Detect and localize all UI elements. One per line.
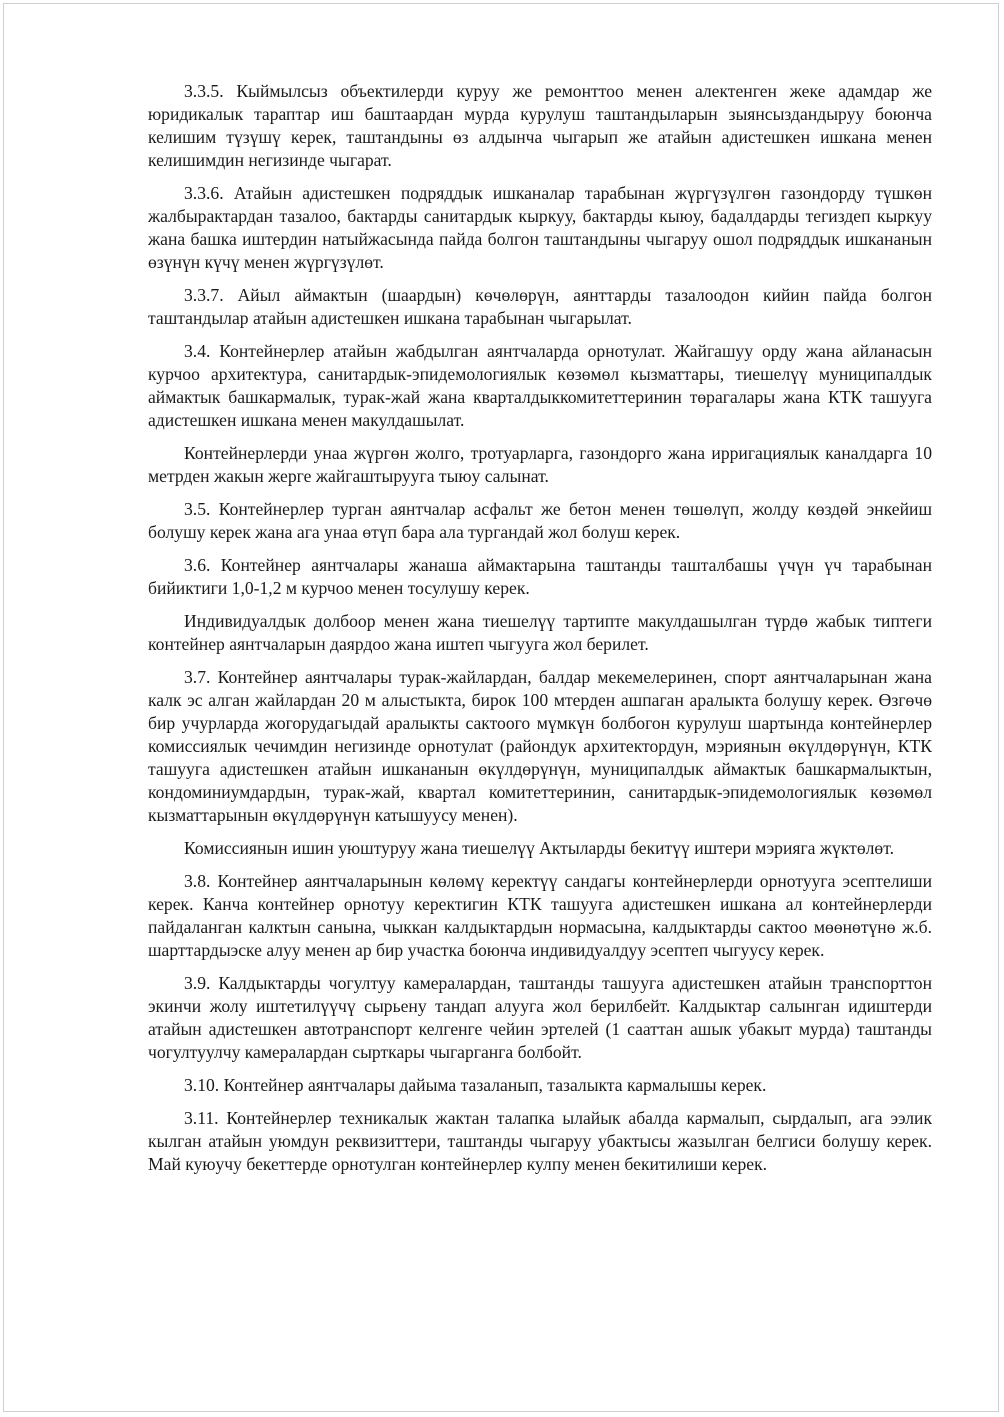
paragraph-3-10: 3.10. Контейнер аянтчалары дайыма тазаланып, тазалыкта кармалышы керек.: [184, 1075, 767, 1095]
paragraph-3-6: 3.6. Контейнер аянтчалары жанаша аймактарына таштанды ташталбашы үчүн үч тарабынан бийиктиги 1,0-1,2 м курчоо менен тосулушу керек.: [148, 555, 932, 598]
paragraph-3-3-5: 3.3.5. Кыймылсыз объектилерди куруу же ремонттоо менен алектенген жеке адамдар же юридикалык тараптар иш баштаардан мурда курулуш таштандыларын зыянсыздандыруу боюнча келишим түзүшү керек, таштандыны өз алдынча чыгарып же атайын адистешкен ишкана менен келишимдин негизинде чыгарат.: [148, 81, 932, 170]
paragraph-3-9: 3.9. Калдыктарды чогултуу камералардан, таштанды ташууга адистешкен атайын транспорттон экинчи жолу иштетилүүчү сырьену тандап алууга жол берилбейт. Калдыктар салынган идиштерди атайын адистешкен автотранспорт келгенге чейин эртелей (1 сааттан ашык убакыт мурда) таштанды чогултуулчу камералардан сырткары чыгарганга болбойт.: [148, 973, 932, 1062]
paragraph-3-3-7: 3.3.7. Айыл аймактын (шаардын) көчөлөрүн, аянттарды тазалоодон кийин пайда болгон таштандылар атайын адистешкен ишкана тарабынан чыгарылат.: [148, 285, 932, 328]
paragraph-3-8: 3.8. Контейнер аянтчаларынын көлөмү керектүү сандагы контейнерлерди орнотууга эсептелиши керек. Канча контейнер орнотуу керектигин КТК ташууга адистешкен ишкана ал контейнерлерди пайдаланган калктын санына, чыккан калдыктардын нормасына, калдыктарды сактоо мөөнөтүнө ж.б. шарттардыэске алуу менен ар бир участка боюнча индивидуалдуу эсептеп чыгуусу керек.: [148, 871, 932, 960]
paragraph-3-3-6: 3.3.6. Атайын адистешкен подряддык ишканалар тарабынан жүргүзүлгөн газондорду түшкөн жалбырактардан тазалоо, бактарды санитардык кыркуу, бактарды кыюу, бадалдарды тегиздеп кыркуу жана башка иштердин натыйжасында пайда болгон таштандыны чыгаруу ошол подряддык ишкананын өзүнүн күчү менен жүргүзүлөт.: [148, 183, 932, 272]
paragraph-3-7-commission: Комиссиянын ишин уюштуруу жана тиешелүү Актыларды бекитүү иштери мэрияга жүктөлөт.: [184, 838, 894, 858]
paragraph-3-4-prohibition: Контейнерлерди унаа жүргөн жолго, тротуарларга, газондорго жана ирригациялык каналдарга 10 метрден жакын жерге жайгаштырууга тыюу салынат.: [148, 443, 932, 486]
paragraph-3-7: 3.7. Контейнер аянтчалары турак-жайлардан, балдар мекемелеринен, спорт аянтчаларынан жана калк эс алган жайлардан 20 м алыстыкта, бирок 100 мтерден ашпаган аралыкта болушу керек. Өзгөчө бир учурларда жогорудагыдай аралыкты сактоого мүмкүн болбогон курулуш шартында контейнерлер комиссиялык чечимдин негизинде орнотулат (райондук архитектордун, мэриянын өкүлдөрүнүн, КТК ташууга адистешкен атайын ишкананын өкүлдөрүнүн, муниципалдык аймактык башкармалыктын, кондоминиумдардын, турак-жай, квартал комитеттеринин, санитардык-эпидемологиялык көзөмөл кызматтарынын өкүлдөрүнүн катышуусу менен).: [148, 667, 932, 825]
paragraph-3-4: 3.4. Контейнерлер атайын жабдылган аянтчаларда орнотулат. Жайгашуу орду жана айланасын курчоо архитектура, санитардык-эпидемологиялык көзөмөл кызматтары, тиешелүү муниципалдык аймактык башкармалык, турак-жай жана кварталдыккомитеттеринин төрагалары жана КТК ташууга адистешкен ишкана менен макулдашылат.: [148, 341, 932, 430]
document-page: [3, 3, 999, 1412]
document-body: [148, 80, 932, 1186]
paragraph-3-6-individual-project: Индивидуалдык долбоор менен жана тиешелүү тартипте макулдашылган түрдө жабык типтеги контейнер аянтчаларын даярдоо жана иштеп чыгууга жол берилет.: [148, 611, 932, 654]
paragraph-3-11: 3.11. Контейнерлер техникалык жактан талапка ылайык абалда кармалып, сырдалып, ага ээлик кылган атайын уюмдун реквизиттери, таштанды чыгаруу убактысы жазылган белгиси болушу керек. Май куюучу бекеттерде орнотулган контейнерлер кулпу менен бекитилиши керек.: [148, 1108, 932, 1174]
paragraph-3-5: 3.5. Контейнерлер турган аянтчалар асфальт же бетон менен төшөлүп, жолду көздөй энкейиш болушу керек жана ага унаа өтүп бара ала тургандай жол болуш керек.: [148, 499, 932, 542]
